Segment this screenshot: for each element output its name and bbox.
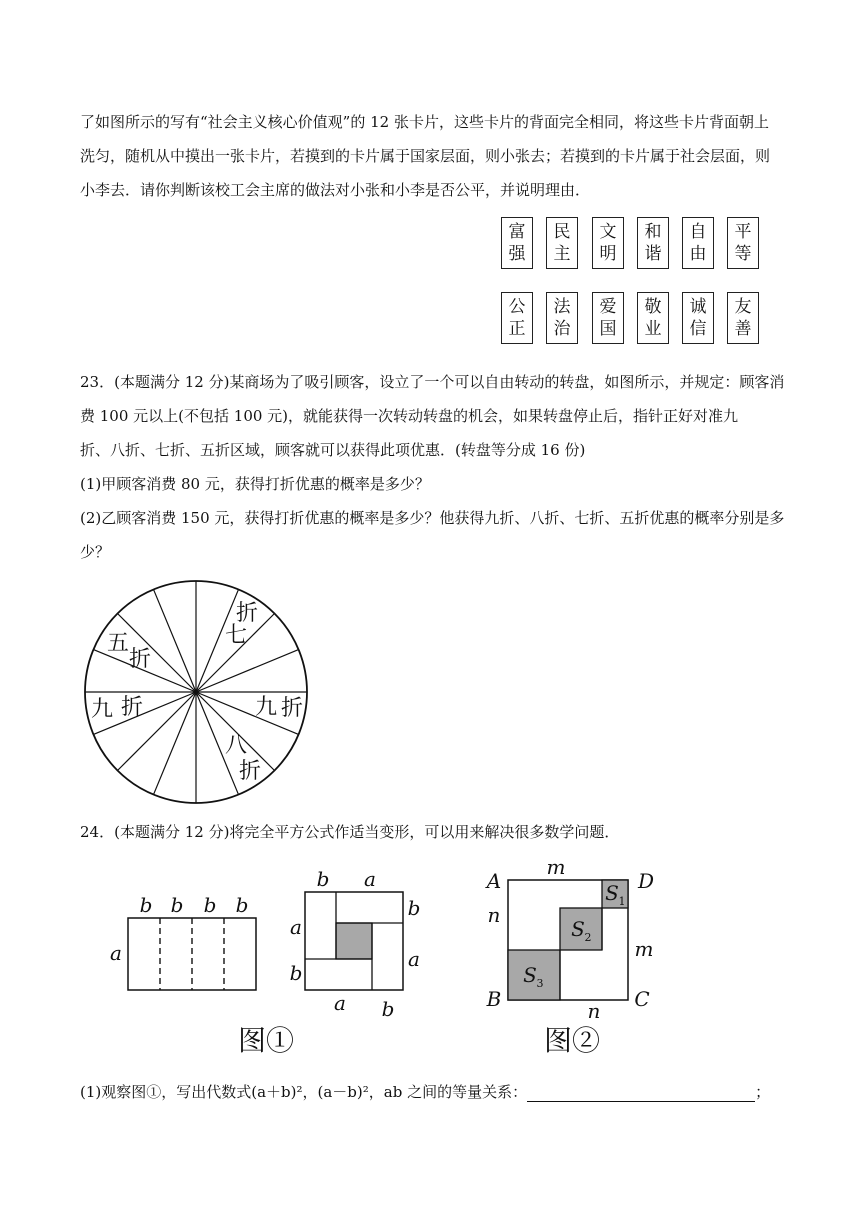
svg-text:3: 3 bbox=[536, 977, 544, 990]
q24-sub-1 bbox=[80, 1082, 770, 1102]
svg-text:n: n bbox=[587, 999, 601, 1018]
svg-text:a: a bbox=[364, 868, 376, 891]
value-card: 法 治 bbox=[546, 292, 578, 344]
q22-line-1: 了如图所示的写有“社会主义核心价值观”的 12 张卡片，这些卡片的背面完全相同，将这些卡片背面朝上 bbox=[80, 113, 769, 131]
svg-text:a: a bbox=[290, 915, 302, 939]
q22-line-3: 小李去．请你判断该校工会主席的做法对小张和小李是否公平，并说明理由． bbox=[80, 181, 591, 199]
svg-text:m: m bbox=[634, 937, 654, 961]
figure-2-caption: 图② bbox=[544, 1024, 601, 1057]
svg-text:a: a bbox=[408, 947, 420, 971]
figure-1-square bbox=[286, 868, 426, 1018]
svg-text:a: a bbox=[334, 991, 346, 1015]
svg-text:m: m bbox=[546, 858, 566, 879]
q23-sub-1: (1)甲顾客消费 80 元，获得打折优惠的概率是多少？ bbox=[80, 475, 430, 493]
q23-line-1: 23．(本题满分 12 分)某商场为了吸引顾客，设立了一个可以自由转动的转盘，如图所示，并规定：顾客消 bbox=[80, 373, 785, 391]
value-card: 诚 信 bbox=[682, 292, 714, 344]
value-card: 自 由 bbox=[682, 217, 714, 269]
q23-sub-2: (2)乙顾客消费 150 元，获得打折优惠的概率是多少？他获得九折、八折、七折、五折优惠的概率分别是多 bbox=[80, 509, 785, 527]
label-wu: 五 bbox=[106, 631, 130, 656]
value-card: 爱 国 bbox=[592, 292, 624, 344]
svg-text:b: b bbox=[407, 896, 421, 920]
svg-text:S: S bbox=[605, 881, 619, 905]
figure-2-square bbox=[480, 858, 680, 1018]
label-jiu: 九 bbox=[90, 697, 114, 722]
value-card: 公 正 bbox=[501, 292, 533, 344]
svg-text:b: b bbox=[170, 894, 184, 917]
value-card: 文 明 bbox=[592, 217, 624, 269]
svg-text:S: S bbox=[571, 917, 585, 941]
value-card: 和 谐 bbox=[637, 217, 669, 269]
label-qi: 七 bbox=[224, 623, 248, 648]
label-ba: 八 bbox=[224, 733, 248, 758]
q24-line-1: 24．(本题满分 12 分)将完全平方公式作适当变形，可以用来解决很多数学问题． bbox=[80, 823, 620, 841]
svg-text:b: b bbox=[289, 961, 303, 985]
svg-text:2: 2 bbox=[584, 931, 592, 944]
svg-text:b: b bbox=[203, 894, 217, 917]
q23-line-2: 费 100 元以上(不包括 100 元)，就能获得一次转动转盘的机会，如果转盘停止后，指针正好对准九 bbox=[80, 407, 739, 425]
label-jiu: 九 bbox=[254, 695, 278, 720]
figure-1-caption: 图① bbox=[238, 1024, 295, 1057]
value-card: 友 善 bbox=[727, 292, 759, 344]
label-zhe: 折 bbox=[120, 695, 144, 720]
q23-sub-2-cont: 少？ bbox=[80, 543, 111, 561]
svg-text:a: a bbox=[110, 941, 122, 965]
value-card: 敬 业 bbox=[637, 292, 669, 344]
svg-text:b: b bbox=[139, 894, 153, 917]
svg-text:b: b bbox=[316, 868, 330, 891]
figure-1-rectangle bbox=[104, 894, 284, 1004]
svg-text:1: 1 bbox=[618, 895, 626, 908]
svg-text:A: A bbox=[486, 869, 502, 893]
blank-end: ； bbox=[755, 1083, 771, 1101]
svg-text:b: b bbox=[235, 894, 249, 917]
svg-text:C: C bbox=[634, 987, 650, 1011]
label-zhe: 折 bbox=[235, 601, 259, 626]
spinner-wheel bbox=[76, 574, 316, 814]
svg-text:S: S bbox=[523, 963, 537, 987]
svg-text:D: D bbox=[637, 869, 655, 893]
q22-line-2: 洗匀，随机从中摸出一张卡片，若摸到的卡片属于国家层面，则小张去；若摸到的卡片属于社会层面，则 bbox=[80, 147, 771, 165]
svg-text:b: b bbox=[381, 997, 395, 1018]
label-zhe: 折 bbox=[238, 759, 262, 784]
svg-text:n: n bbox=[487, 903, 501, 927]
q24-sub-1-text: (1)观察图①，写出代数式(a＋b)²，(a－b)²，ab 之间的等量关系： bbox=[80, 1083, 528, 1101]
value-card: 民 主 bbox=[546, 217, 578, 269]
value-card: 富 强 bbox=[501, 217, 533, 269]
svg-text:B: B bbox=[486, 987, 502, 1011]
q23-line-3: 折、八折、七折、五折区域，顾客就可以获得此项优惠．(转盘等分成 16 份) bbox=[80, 441, 586, 459]
label-zhe: 折 bbox=[128, 647, 152, 672]
value-card: 平 等 bbox=[727, 217, 759, 269]
answer-blank[interactable] bbox=[527, 1085, 755, 1102]
label-zhe: 折 bbox=[280, 696, 304, 721]
